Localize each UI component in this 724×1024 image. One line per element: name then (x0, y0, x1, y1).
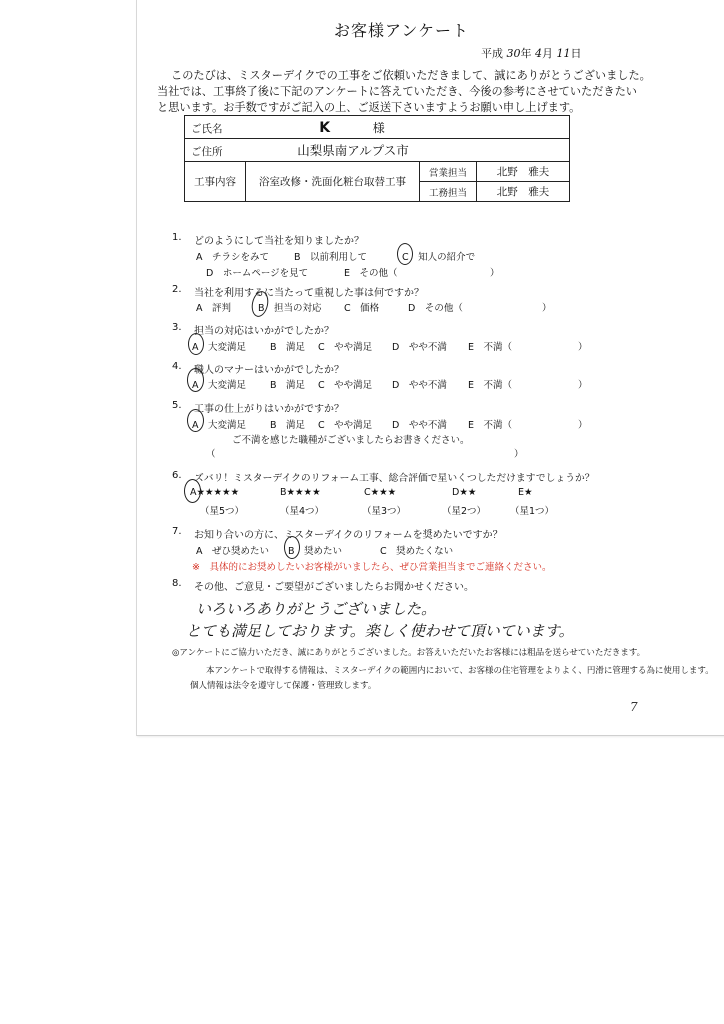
q5-answer-circle (187, 409, 204, 432)
q1-option-b: B 以前利用して (294, 252, 368, 263)
q6-answer-circle (184, 479, 201, 503)
q7-number: 7. (172, 526, 182, 537)
footer-thanks: ◎アンケートにご協力いただき、誠にありがとうございました。お答えいただいたお客様には粗品を送らせていただきます。 (172, 648, 646, 658)
q3-text: 担当の対応はいかがでしたか？ (194, 326, 334, 337)
q3-option-d: D やや不満 (392, 342, 447, 353)
q5-extra-paren-open: （ (206, 449, 216, 460)
q6-text: ズバリ！ミスターデイクのリフォーム工事、総合評価で星いくつしただけますでしょうか？ (194, 473, 595, 484)
q4-option-a: A 大変満足 (192, 380, 246, 391)
q3-paren-close: ） (578, 342, 588, 353)
q6-number: 6. (172, 470, 182, 481)
q4-answer-circle (187, 368, 204, 392)
date-day: 11 (556, 47, 571, 60)
q3-answer-circle (188, 333, 204, 355)
footer-privacy: 個人情報は法令を遵守して保護・管理致します。 (190, 681, 377, 691)
q6-sub-a: （星5つ） (200, 506, 245, 517)
q1-option-e: E その他（ (344, 268, 398, 279)
q2-option-b: B 担当の対応 (258, 303, 322, 314)
q3-option-e: E 不満（ (468, 342, 513, 353)
q5-number: 5. (172, 400, 182, 411)
q3-option-a: A 大変満足 (192, 342, 246, 353)
q1-text: どのようにして当社を知りましたか？ (194, 236, 364, 247)
q5-option-b: B 満足 (270, 420, 306, 431)
q6-sub-b: （星4つ） (280, 506, 325, 517)
comment-line: とても満足しております。楽しく使わせて頂いています。 (186, 622, 574, 640)
q8-text: その他、ご意見・ご要望がございましたらお聞かせください。 (194, 582, 474, 593)
q2-paren-close: ） (542, 303, 552, 314)
address-value: 山梨県南アルプス市 (297, 143, 409, 158)
intro-line: 当社では、工事終了後に下記のアンケートに答えていただき、今後の参考にさせていただきたい (157, 85, 637, 98)
intro-line: このたびは、ミスターデイクでの工事をご依頼いただきまして、誠にありがとうございました。 (171, 69, 651, 82)
q5-text: 工事の仕上がりはいかがですか？ (194, 404, 344, 415)
q4-number: 4. (172, 361, 182, 372)
name-label: ご氏名 (191, 122, 223, 135)
q7-option-c: C 奨めたくない (380, 546, 454, 557)
q5-option-d: D やや不満 (392, 420, 447, 431)
work-value: 浴室改修・洗面化粧台取替工事 (246, 162, 420, 202)
q6-option-a: A★★★★★ (190, 487, 240, 498)
q1-number: 1. (172, 232, 182, 243)
q1-paren-close: ） (490, 268, 500, 279)
q2-text: 当社を利用するに当たって重視した事は何ですか？ (194, 288, 424, 299)
q4-option-b: B 満足 (270, 380, 306, 391)
q7-text: お知り合いの方に、ミスターデイクのリフォームを奨めたいですか？ (194, 530, 503, 541)
name-value: K (319, 119, 331, 136)
q4-text: 職人のマナーはいかがでしたか？ (194, 365, 344, 376)
name-suffix: 様 (372, 120, 385, 135)
q2-option-d: D その他（ (408, 303, 463, 314)
work-label: 工事内容 (185, 162, 246, 202)
q6-option-d: D★★ (452, 487, 477, 498)
q4-option-e: E 不満（ (468, 380, 513, 391)
intro-text (157, 68, 651, 116)
q2-option-c: C 価格 (344, 303, 380, 314)
q6-option-b: B★★★★ (280, 487, 321, 498)
date-month-label: 月 (542, 47, 553, 60)
q6-option-e: E★ (518, 487, 533, 498)
address-label: ご住所 (191, 146, 223, 158)
q5-extra-text: ご不満を感じた職種がございましたらお書きください。 (232, 435, 470, 446)
q1-answer-circle (397, 243, 413, 265)
q1-option-d: D ホームページを見て (206, 268, 309, 279)
q6-sub-e: （星1つ） (510, 506, 555, 517)
date-month: 4 (535, 47, 542, 60)
page-number: 7 (630, 700, 638, 714)
page-title: お客様アンケート (334, 21, 470, 40)
q2-option-a: A 評判 (196, 303, 231, 314)
q5-paren-close: ） (578, 420, 588, 431)
q4-option-d: D やや不満 (392, 380, 447, 391)
q7-note: ※ 具体的にお奨めしたいお客様がいましたら、ぜひ営業担当までご連絡ください。 (192, 562, 552, 573)
q4-paren-close: ） (578, 380, 588, 391)
date-day-label: 日 (570, 47, 582, 60)
q7-option-a: A ぜひ奨めたい (196, 546, 269, 557)
q5-option-a: A 大変満足 (192, 420, 246, 431)
date-line (481, 45, 582, 61)
q8-number: 8. (172, 578, 182, 589)
q6-option-c: C★★★ (364, 487, 397, 498)
q4-option-c: C やや満足 (318, 380, 373, 391)
q7-option-b: B 奨めたい (288, 546, 343, 557)
q7-answer-circle (284, 536, 300, 559)
construction-label: 工務担当 (420, 182, 477, 202)
q5-extra-paren-close: ） (514, 449, 524, 460)
customer-info-table (184, 115, 570, 202)
date-year-label: 年 (520, 47, 532, 60)
date-era: 平成 (481, 47, 503, 60)
q6-sub-d: （星2つ） (442, 506, 487, 517)
q6-sub-c: （星3つ） (362, 506, 407, 517)
sales-label: 営業担当 (420, 162, 477, 182)
comment-line: いろいろありがとうございました。 (196, 600, 437, 618)
q1-option-c: C 知人の紹介で (402, 252, 476, 263)
q3-option-c: C やや満足 (318, 342, 373, 353)
date-year: 30 (506, 47, 521, 60)
sales-value: 北野 雅夫 (477, 162, 570, 182)
construction-value: 北野 雅夫 (477, 182, 570, 202)
q5-option-c: C やや満足 (318, 420, 373, 431)
q1-option-a: A チラシをみて (196, 252, 269, 263)
q3-number: 3. (172, 322, 182, 333)
intro-line: と思います。お手数ですがご記入の上、ご返送下さいますようお願い申し上げます。 (157, 101, 581, 114)
q2-number: 2. (172, 284, 182, 295)
q3-option-b: B 満足 (270, 342, 306, 353)
footer-privacy: 本アンケートで取得する情報は、ミスターデイクの範囲内において、お客様の住宅管理をよりよく、円滑に管理する為に使用します。 (206, 666, 714, 676)
q5-option-e: E 不満（ (468, 420, 513, 431)
